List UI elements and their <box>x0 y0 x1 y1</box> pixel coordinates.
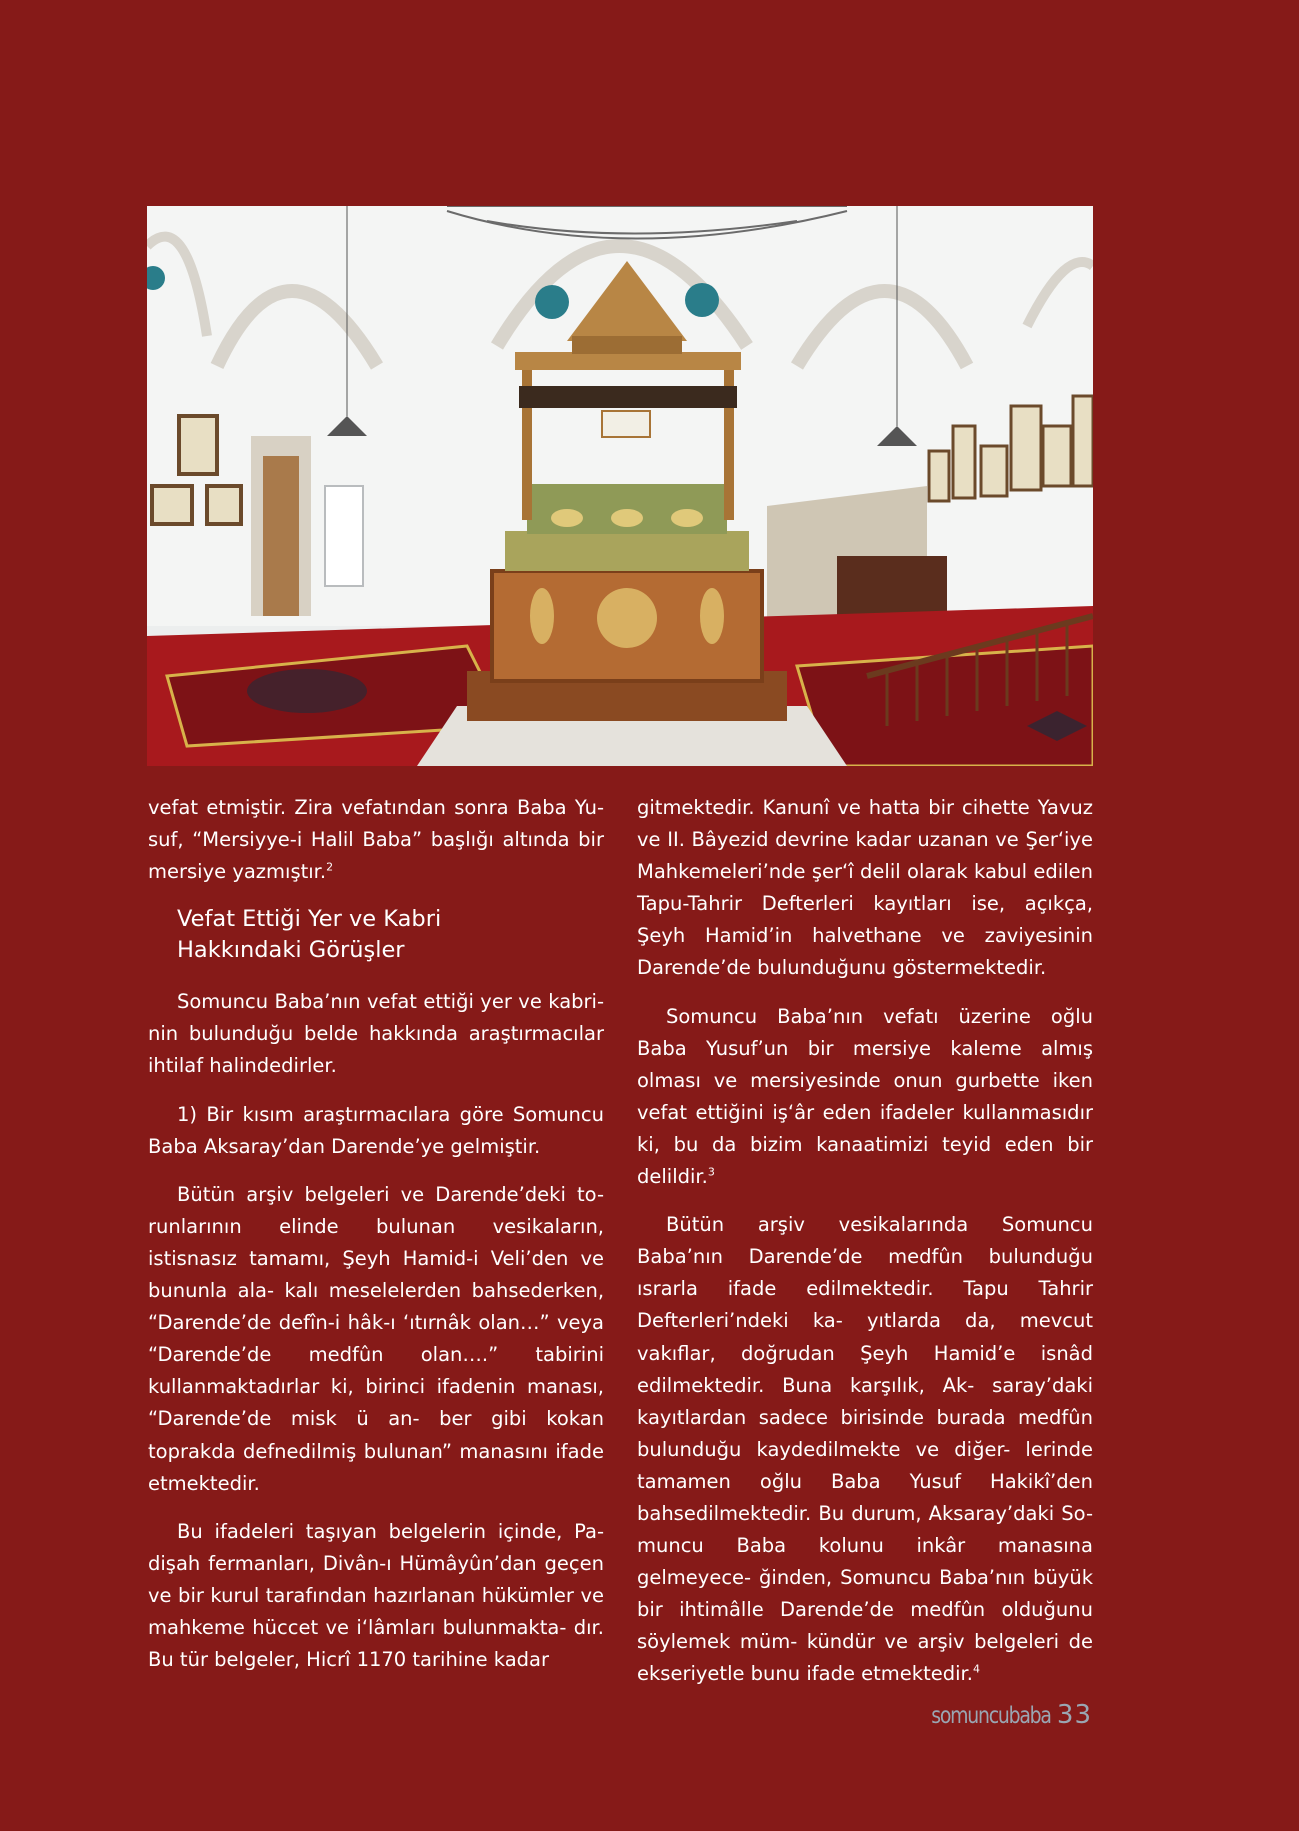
footnote-marker: 3 <box>707 1165 715 1179</box>
paragraph: 1) Bir kısım araştırmacılara göre Somuncu Baba Aksaray’dan Darende’ye gelmiştir. <box>148 1102 604 1158</box>
footnote-marker: 4 <box>972 1662 980 1676</box>
left-column <box>148 792 604 1692</box>
paragraph: gitmektedir. Kanunî ve hatta bir cihette Yavuz ve II. Bâyezid devrine kadar uzanan ve Şer‘iye Mahkemeleri’nde şer‘î delil olarak kabul edilen Tapu-Tahrir Defterleri kayıtları ise, açıkça, Şeyh Hamid’in halvethane ve zaviyesinin Darende’de bulunduğunu göstermektedir. <box>637 796 1094 980</box>
page-footer <box>905 1700 1092 1730</box>
page-number: 33 <box>1056 1700 1092 1730</box>
tomb-interior-photo <box>147 206 1093 766</box>
magazine-brand: somuncubaba <box>931 1703 1051 1729</box>
paragraph: Somuncu Baba’nın vefat ettiği yer ve kabri- nin bulunduğu belde hakkında araştırmacılar ihtilaf halindedirler. <box>148 990 604 1078</box>
right-column <box>637 792 1093 1707</box>
tomb-interior-illustration <box>147 206 1093 766</box>
paragraph: Bütün arşiv belgeleri ve Darende’deki to- runlarının elinde bulunan vesikaların, istisnasız tamamı, Şeyh Hamid-i Veli’den ve bununla ala- kalı meselelerden bahsederken, “Darende’de defîn-i hâk-ı ‘ıtırnâk olan…” veya “Darende’de medfûn olan….” tabirini kullanmaktadırlar ki, birinci ifadenin manası, “Darende’de misk ü an- ber gibi kokan toprakda defnedilmiş bulunan” manasını ifade etmektedir. <box>148 1182 605 1495</box>
paragraph: Bu ifadeleri taşıyan belgelerin içinde, Pa- dişah fermanları, Divân-ı Hümâyûn’dan geçen ve bir kurul tarafından hazırlanan hükümler ve mahkeme hüccet ve i‘lâmları bulunmakta- dır. Bu tür belgeler, Hicrî 1170 tarihine kadar <box>148 1519 604 1672</box>
paragraph: Bütün arşiv vesikalarında Somuncu Baba’nın Darende’de medfûn bulunduğu ısrarla ifade edilmektedir. Tapu Tahrir Defterleri’ndeki ka- yıtlarda da, mevcut vakıflar, doğrudan Şeyh Hamid’e isnâd edilmektedir. Buna karşılık, Ak- saray’daki kayıtlardan sadece birisinde burada medfûn bulunduğu kaydedilmekte ve diğer- lerinde tamamen oğlu Baba Yusuf Hakikî’den bahsedilmektedir. Bu durum, Aksaray’daki So- muncu Baba kolunu inkâr manasına gelmeyece- ğinden, Somuncu Baba’nın büyük bir ihtimâlle Darende’de medfûn olduğunu söylemek müm- kündür ve arşiv belgeleri de ekseriyetle bunu ifade etmektedir.$^4$ <box>637 1213 1094 1686</box>
section-heading: Vefat Ettiği Yer ve Kabri Hakkındaki Görüşler <box>177 906 442 964</box>
paragraph: Somuncu Baba’nın vefatı üzerine oğlu Baba Yusuf’un bir mersiye kaleme almış olması ve mersiyesinde onun gurbette iken vefat ettiğini iş‘âr eden ifadeler kullanmasıdır ki, bu da bizim kanaatimizi teyid eden bir delildir.$^3$ <box>637 1004 1094 1189</box>
paragraph: vefat etmiştir. Zira vefatından sonra Baba Yu- suf, “Mersiyye-i Halil Baba” başlığı altında bir mersiye yazmıştır.$^2$ <box>148 796 604 884</box>
footnote-marker: 2 <box>326 860 334 874</box>
